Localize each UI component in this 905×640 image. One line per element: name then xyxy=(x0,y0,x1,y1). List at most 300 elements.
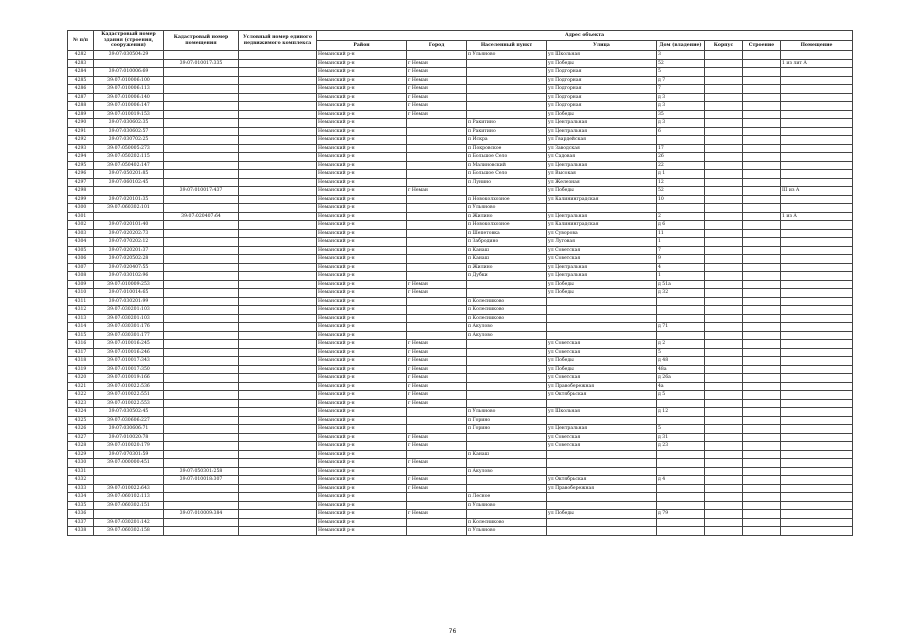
cell-korpus xyxy=(705,68,743,77)
cell-room xyxy=(781,340,853,349)
cell-settlement: п Акулово xyxy=(467,323,547,332)
cell-street xyxy=(547,399,657,408)
cell-settlement xyxy=(467,85,547,94)
cell-conditional-number xyxy=(239,153,317,162)
cell-cad-room-number xyxy=(164,527,239,536)
cell-conditional-number xyxy=(239,263,317,272)
table-row xyxy=(68,170,853,179)
table-row xyxy=(68,136,853,145)
cell-room xyxy=(781,348,853,357)
cell-cad-room-number xyxy=(164,442,239,451)
cell-cad-building-number: 39:07:070202:12 xyxy=(94,238,164,247)
cell-korpus xyxy=(705,178,743,187)
cell-city xyxy=(407,314,467,323)
cell-street: ул Подгорная xyxy=(547,76,657,85)
cell-city xyxy=(407,493,467,502)
cell-cad-building-number: 39:07:060302:158 xyxy=(94,527,164,536)
cell-house: д 79 xyxy=(657,510,705,519)
cell-conditional-number xyxy=(239,416,317,425)
cell-cad-building-number: 39:07:020101:35 xyxy=(94,195,164,204)
cell-building xyxy=(743,280,781,289)
table-row xyxy=(68,153,853,162)
cell-cad-room-number xyxy=(164,425,239,434)
cell-row-number: 4337 xyxy=(68,518,94,527)
cell-settlement xyxy=(467,357,547,366)
cell-korpus xyxy=(705,263,743,272)
cell-row-number: 4289 xyxy=(68,110,94,119)
table-row xyxy=(68,204,853,213)
cell-building xyxy=(743,365,781,374)
cell-cad-room-number xyxy=(164,85,239,94)
cell-building xyxy=(743,187,781,196)
cell-street: ул Советская xyxy=(547,340,657,349)
cell-city xyxy=(407,119,467,128)
table-row xyxy=(68,59,853,68)
cell-cad-building-number: 39:07:030502:45 xyxy=(94,408,164,417)
cell-building xyxy=(743,272,781,281)
cell-row-number: 4329 xyxy=(68,450,94,459)
cell-cad-building-number: 39:07:030606:71 xyxy=(94,425,164,434)
cell-row-number: 4331 xyxy=(68,467,94,476)
cell-conditional-number xyxy=(239,382,317,391)
table-row xyxy=(68,416,853,425)
cell-row-number: 4308 xyxy=(68,272,94,281)
cell-cad-building-number: 39:07:050402:147 xyxy=(94,161,164,170)
cell-street: ул Октябрьская xyxy=(547,476,657,485)
cell-room xyxy=(781,76,853,85)
cell-street xyxy=(547,331,657,340)
cell-building xyxy=(743,399,781,408)
cell-city: г Неман xyxy=(407,187,467,196)
cell-district: Неманский р-н xyxy=(317,178,407,187)
cell-district: Неманский р-н xyxy=(317,357,407,366)
cell-settlement: п Новоколхозное xyxy=(467,195,547,204)
cell-row-number: 4302 xyxy=(68,221,94,230)
table-row xyxy=(68,195,853,204)
cell-building xyxy=(743,144,781,153)
cell-conditional-number xyxy=(239,238,317,247)
cell-room xyxy=(781,382,853,391)
cell-settlement: п Жилино xyxy=(467,263,547,272)
cell-cad-room-number xyxy=(164,153,239,162)
cell-building xyxy=(743,442,781,451)
cell-korpus xyxy=(705,399,743,408)
cell-city: г Неман xyxy=(407,476,467,485)
cell-conditional-number xyxy=(239,102,317,111)
cell-cad-room-number: 39:07:010009:384 xyxy=(164,510,239,519)
cell-cad-room-number xyxy=(164,119,239,128)
cell-city xyxy=(407,229,467,238)
cell-room xyxy=(781,484,853,493)
cell-district: Неманский р-н xyxy=(317,399,407,408)
cell-conditional-number xyxy=(239,518,317,527)
cell-street: ул Советская xyxy=(547,442,657,451)
cell-settlement: п Ульяново xyxy=(467,527,547,536)
cell-row-number: 4284 xyxy=(68,68,94,77)
cell-cad-room-number xyxy=(164,161,239,170)
cell-cad-room-number xyxy=(164,195,239,204)
cell-room xyxy=(781,476,853,485)
cell-row-number: 4313 xyxy=(68,314,94,323)
table-row xyxy=(68,365,853,374)
cell-house xyxy=(657,306,705,315)
cell-house: д 71 xyxy=(657,323,705,332)
cell-cad-building-number: 39:07:060302:151 xyxy=(94,501,164,510)
cell-city xyxy=(407,127,467,136)
cell-cad-room-number: 39:07:020407:64 xyxy=(164,212,239,221)
cell-building xyxy=(743,263,781,272)
cell-street: ул Калининградская xyxy=(547,221,657,230)
cell-korpus xyxy=(705,518,743,527)
cell-conditional-number xyxy=(239,484,317,493)
cell-cad-room-number xyxy=(164,331,239,340)
table-row xyxy=(68,110,853,119)
cell-cad-room-number xyxy=(164,340,239,349)
cell-cad-building-number: 39:07:030606:227 xyxy=(94,416,164,425)
cell-street: ул Победы xyxy=(547,187,657,196)
cell-building xyxy=(743,476,781,485)
cell-room xyxy=(781,229,853,238)
cell-cad-building-number: 39:07:010016:246 xyxy=(94,348,164,357)
cell-room xyxy=(781,306,853,315)
cell-district: Неманский р-н xyxy=(317,450,407,459)
cell-cad-room-number xyxy=(164,204,239,213)
cell-korpus xyxy=(705,408,743,417)
cell-cad-room-number xyxy=(164,51,239,60)
cell-room xyxy=(781,493,853,502)
cell-district: Неманский р-н xyxy=(317,323,407,332)
cell-building xyxy=(743,195,781,204)
cell-row-number: 4323 xyxy=(68,399,94,408)
cell-settlement xyxy=(467,68,547,77)
header-cad-room: Кадастровый номер помещения xyxy=(164,31,239,51)
cell-row-number: 4332 xyxy=(68,476,94,485)
cell-building xyxy=(743,357,781,366)
cell-room xyxy=(781,204,853,213)
cell-room xyxy=(781,391,853,400)
cell-room xyxy=(781,136,853,145)
cell-cad-building-number xyxy=(94,59,164,68)
cell-conditional-number xyxy=(239,212,317,221)
cell-korpus xyxy=(705,450,743,459)
cell-city xyxy=(407,450,467,459)
cell-street: ул Центральная xyxy=(547,119,657,128)
table-row xyxy=(68,119,853,128)
cell-cad-building-number: 39:07:020101:40 xyxy=(94,221,164,230)
table-row xyxy=(68,527,853,536)
cell-city xyxy=(407,178,467,187)
cell-cad-room-number xyxy=(164,357,239,366)
cell-district: Неманский р-н xyxy=(317,229,407,238)
cell-district: Неманский р-н xyxy=(317,187,407,196)
cell-street: ул Победы xyxy=(547,289,657,298)
cell-row-number: 4283 xyxy=(68,59,94,68)
cell-row-number: 4319 xyxy=(68,365,94,374)
cell-street: ул Центральная xyxy=(547,212,657,221)
cell-row-number: 4328 xyxy=(68,442,94,451)
cell-row-number: 4303 xyxy=(68,229,94,238)
cell-settlement xyxy=(467,348,547,357)
cell-cad-building-number: 39:07:030301:176 xyxy=(94,323,164,332)
cell-district: Неманский р-н xyxy=(317,76,407,85)
table-row xyxy=(68,93,853,102)
cell-cad-building-number: 39:07:010016:245 xyxy=(94,340,164,349)
cell-korpus xyxy=(705,238,743,247)
cell-cad-building-number: 39:07:030201:142 xyxy=(94,518,164,527)
cell-room xyxy=(781,501,853,510)
cell-conditional-number xyxy=(239,297,317,306)
cell-building xyxy=(743,425,781,434)
cell-cad-building-number: 39:07:050201:85 xyxy=(94,170,164,179)
cell-street xyxy=(547,501,657,510)
cell-korpus xyxy=(705,382,743,391)
cell-cad-room-number xyxy=(164,501,239,510)
cell-cad-building-number: 39:07:010020:78 xyxy=(94,433,164,442)
cell-cad-room-number: 39:07:010018:307 xyxy=(164,476,239,485)
cell-settlement xyxy=(467,280,547,289)
cell-row-number: 4335 xyxy=(68,501,94,510)
cell-district: Неманский р-н xyxy=(317,136,407,145)
cell-room xyxy=(781,416,853,425)
cell-street: ул Советская xyxy=(547,374,657,383)
cell-city: г Неман xyxy=(407,93,467,102)
cell-house: д 26а xyxy=(657,374,705,383)
cell-row-number: 4312 xyxy=(68,306,94,315)
cell-cad-room-number xyxy=(164,348,239,357)
cell-conditional-number xyxy=(239,476,317,485)
cell-house: 9 xyxy=(657,255,705,264)
cell-district: Неманский р-н xyxy=(317,391,407,400)
cell-building xyxy=(743,238,781,247)
cell-conditional-number xyxy=(239,374,317,383)
cell-building xyxy=(743,374,781,383)
cell-house xyxy=(657,297,705,306)
cell-street: ул Подгорная xyxy=(547,93,657,102)
cell-house: д 3 xyxy=(657,102,705,111)
cell-room xyxy=(781,51,853,60)
table-row xyxy=(68,442,853,451)
header-building: Строение xyxy=(743,41,781,51)
cell-korpus xyxy=(705,306,743,315)
cell-room xyxy=(781,68,853,77)
cell-house xyxy=(657,416,705,425)
cell-conditional-number xyxy=(239,246,317,255)
cell-building xyxy=(743,51,781,60)
cell-building xyxy=(743,314,781,323)
cell-house xyxy=(657,399,705,408)
cell-settlement: п Акулово xyxy=(467,331,547,340)
cell-building xyxy=(743,501,781,510)
cell-street xyxy=(547,204,657,213)
cell-district: Неманский р-н xyxy=(317,238,407,247)
cell-conditional-number xyxy=(239,399,317,408)
cell-cad-building-number: 39:07:060102:113 xyxy=(94,493,164,502)
cell-cad-building-number: 39:07:020502:28 xyxy=(94,255,164,264)
table-row xyxy=(68,340,853,349)
header-conditional-number: Условный номер единого недвижимого комплекса xyxy=(239,31,317,51)
cell-street: ул Центральная xyxy=(547,161,657,170)
cell-conditional-number xyxy=(239,331,317,340)
table-row xyxy=(68,161,853,170)
cell-building xyxy=(743,297,781,306)
cell-district: Неманский р-н xyxy=(317,510,407,519)
table-row xyxy=(68,357,853,366)
cell-district: Неманский р-н xyxy=(317,263,407,272)
cell-district: Неманский р-н xyxy=(317,255,407,264)
cell-city xyxy=(407,136,467,145)
cell-city xyxy=(407,170,467,179)
table-row xyxy=(68,68,853,77)
cell-room xyxy=(781,459,853,468)
cell-room xyxy=(781,238,853,247)
cell-conditional-number xyxy=(239,450,317,459)
cell-cad-room-number xyxy=(164,68,239,77)
cell-cad-room-number xyxy=(164,272,239,281)
cell-row-number: 4325 xyxy=(68,416,94,425)
cell-cad-room-number xyxy=(164,127,239,136)
cell-house: д 31 xyxy=(657,433,705,442)
cell-room xyxy=(781,467,853,476)
cell-room xyxy=(781,357,853,366)
cell-building xyxy=(743,382,781,391)
cell-city xyxy=(407,306,467,315)
cell-district: Неманский р-н xyxy=(317,272,407,281)
cell-cad-room-number: 39:07:050301:258 xyxy=(164,467,239,476)
cell-room xyxy=(781,272,853,281)
cell-korpus xyxy=(705,255,743,264)
cell-district: Неманский р-н xyxy=(317,365,407,374)
cell-conditional-number xyxy=(239,357,317,366)
cell-building xyxy=(743,68,781,77)
cell-cad-room-number xyxy=(164,306,239,315)
cell-district: Неманский р-н xyxy=(317,331,407,340)
cell-korpus xyxy=(705,127,743,136)
cell-row-number: 4306 xyxy=(68,255,94,264)
cell-city xyxy=(407,153,467,162)
cell-room xyxy=(781,102,853,111)
table-row xyxy=(68,178,853,187)
cell-settlement: п Канаш xyxy=(467,255,547,264)
cell-conditional-number xyxy=(239,408,317,417)
cell-cad-room-number xyxy=(164,391,239,400)
cell-street: ул Гвардейская xyxy=(547,136,657,145)
cell-settlement xyxy=(467,59,547,68)
cell-city: г Неман xyxy=(407,289,467,298)
cell-building xyxy=(743,493,781,502)
cell-row-number: 4318 xyxy=(68,357,94,366)
cell-cad-building-number: 39:07:010006:147 xyxy=(94,102,164,111)
cell-street: ул Суворова xyxy=(547,229,657,238)
cell-house xyxy=(657,493,705,502)
cell-house: 22 xyxy=(657,161,705,170)
cell-conditional-number xyxy=(239,136,317,145)
cell-korpus xyxy=(705,476,743,485)
cell-conditional-number xyxy=(239,255,317,264)
cell-cad-room-number xyxy=(164,297,239,306)
cell-district: Неманский р-н xyxy=(317,484,407,493)
cell-room xyxy=(781,161,853,170)
cell-room xyxy=(781,297,853,306)
table-row xyxy=(68,323,853,332)
cell-conditional-number xyxy=(239,442,317,451)
cell-settlement: п Забродино xyxy=(467,238,547,247)
cell-house: д 2 xyxy=(657,340,705,349)
table-row xyxy=(68,306,853,315)
cell-street: ул Победы xyxy=(547,280,657,289)
cell-district: Неманский р-н xyxy=(317,204,407,213)
cell-settlement: п Колесниково xyxy=(467,518,547,527)
cell-city: г Неман xyxy=(407,85,467,94)
cell-row-number: 4288 xyxy=(68,102,94,111)
cell-house xyxy=(657,501,705,510)
cell-room: 1 из А xyxy=(781,212,853,221)
cell-conditional-number xyxy=(239,433,317,442)
cell-cad-building-number: 39:07:030602:57 xyxy=(94,127,164,136)
table-row xyxy=(68,272,853,281)
cell-row-number: 4320 xyxy=(68,374,94,383)
cell-cad-building-number: 39:07:010017:350 xyxy=(94,365,164,374)
cell-building xyxy=(743,136,781,145)
cell-district: Неманский р-н xyxy=(317,246,407,255)
cell-conditional-number xyxy=(239,221,317,230)
cell-street: ул Советская xyxy=(547,246,657,255)
table-row xyxy=(68,314,853,323)
cell-city xyxy=(407,323,467,332)
cell-street: ул Подгорная xyxy=(547,102,657,111)
cell-cad-building-number: 39:07:010006:140 xyxy=(94,93,164,102)
cell-korpus xyxy=(705,365,743,374)
cell-settlement: п Жилино xyxy=(467,212,547,221)
cell-conditional-number xyxy=(239,170,317,179)
cell-city xyxy=(407,212,467,221)
cell-house: д 23 xyxy=(657,442,705,451)
cell-building xyxy=(743,323,781,332)
header-house: Дом (владение) xyxy=(657,41,705,51)
cell-city: г Неман xyxy=(407,484,467,493)
cell-city xyxy=(407,246,467,255)
cell-row-number: 4336 xyxy=(68,510,94,519)
cell-district: Неманский р-н xyxy=(317,127,407,136)
cell-house: д 7 xyxy=(657,76,705,85)
cell-cad-room-number: 39:07:010017:437 xyxy=(164,187,239,196)
cell-city: г Неман xyxy=(407,510,467,519)
cell-street: ул Победы xyxy=(547,510,657,519)
cell-conditional-number xyxy=(239,323,317,332)
cell-building xyxy=(743,170,781,179)
cell-settlement: п Ульяново xyxy=(467,51,547,60)
cell-settlement: п Малиновский xyxy=(467,161,547,170)
table-row xyxy=(68,408,853,417)
cell-korpus xyxy=(705,221,743,230)
cell-room xyxy=(781,399,853,408)
cell-cad-building-number: 39:07:060102:45 xyxy=(94,178,164,187)
cell-cad-room-number xyxy=(164,399,239,408)
cell-cad-building-number: 39:07:050202:115 xyxy=(94,153,164,162)
cell-cad-room-number xyxy=(164,238,239,247)
cell-korpus xyxy=(705,170,743,179)
cell-cad-building-number: 39:07:030702:25 xyxy=(94,136,164,145)
cell-city xyxy=(407,221,467,230)
cell-conditional-number xyxy=(239,280,317,289)
cell-settlement: п Ульяново xyxy=(467,501,547,510)
cell-house: 5 xyxy=(657,348,705,357)
cell-room xyxy=(781,221,853,230)
cell-room xyxy=(781,425,853,434)
cell-row-number: 4294 xyxy=(68,153,94,162)
cell-row-number: 4322 xyxy=(68,391,94,400)
cell-district: Неманский р-н xyxy=(317,416,407,425)
cell-district: Неманский р-н xyxy=(317,297,407,306)
